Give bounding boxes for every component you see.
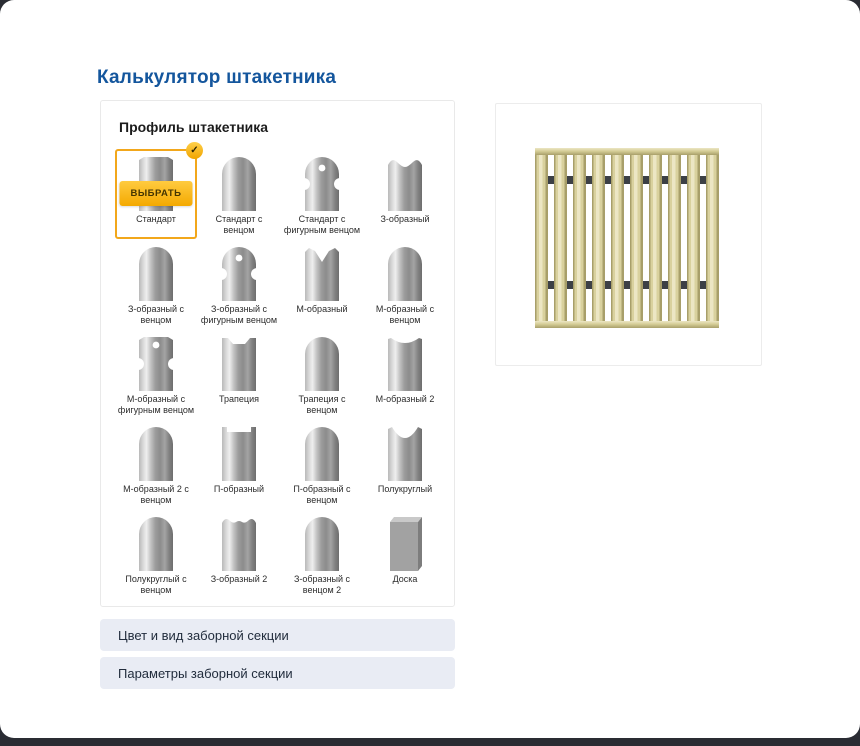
- profile-tile[interactable]: [364, 509, 446, 599]
- profile-tile-label: М-образный с венцом: [375, 303, 435, 326]
- profile-tile-label: З-образный с фигурным венцом: [200, 303, 278, 326]
- fence-picket: [592, 155, 605, 321]
- profile-shape-icon: [136, 331, 176, 391]
- profile-tile[interactable]: [364, 149, 446, 239]
- fence-picket: [573, 155, 586, 321]
- profile-tile-label: Доска: [392, 574, 418, 584]
- profile-tile-label: М-образный 2: [375, 394, 435, 404]
- profile-shape-icon: [302, 151, 342, 211]
- profile-shape-icon: [302, 421, 342, 481]
- page-title: Калькулятор штакетника: [97, 66, 337, 88]
- profile-tile-label: Трапеция с венцом: [298, 393, 346, 416]
- profile-tile-label: З-образный: [380, 214, 430, 224]
- section-header-params[interactable]: [100, 657, 455, 689]
- profile-tile-label: Стандарт с венцом: [215, 213, 263, 236]
- fence-bottom-rail: [535, 321, 719, 328]
- profile-tile[interactable]: [198, 149, 280, 239]
- profile-shape-icon: [302, 331, 342, 391]
- profile-tile[interactable]: [281, 329, 363, 419]
- profile-tile[interactable]: [198, 509, 280, 599]
- profile-tile[interactable]: [115, 145, 199, 239]
- selected-check-icon: ✓: [186, 142, 203, 159]
- profile-tile[interactable]: [198, 329, 280, 419]
- profile-shape-icon: [136, 241, 176, 301]
- profile-tile-label: Трапеция: [219, 394, 259, 404]
- profile-tile[interactable]: [364, 419, 446, 509]
- profile-panel: [100, 100, 455, 607]
- fence-picket: [535, 155, 548, 321]
- profile-tile[interactable]: [364, 329, 446, 419]
- profile-tile-label: Стандарт с фигурным венцом: [283, 213, 361, 236]
- profile-tile-label: Полукруглый: [377, 484, 433, 494]
- profile-tile[interactable]: [115, 239, 197, 329]
- profile-shape-icon: [219, 331, 259, 391]
- profile-shape-icon: [219, 151, 259, 211]
- profile-tile-label: З-образный с венцом 2: [293, 573, 351, 596]
- profile-tile-label: П-образный: [213, 484, 265, 494]
- profile-shape-icon: [302, 511, 342, 571]
- fence-top-rail: [535, 148, 719, 155]
- preview-panel: [495, 103, 762, 366]
- profile-tile[interactable]: [115, 419, 197, 509]
- profile-tile[interactable]: [364, 239, 446, 329]
- profile-shape-icon: [385, 421, 425, 481]
- profile-tile-label: П-образный с венцом: [293, 483, 351, 506]
- profile-shape-icon: [385, 331, 425, 391]
- section-header-params-label: Параметры заборной секции: [118, 665, 293, 681]
- profile-tile[interactable]: [281, 149, 363, 239]
- select-profile-button[interactable]: ВЫБРАТЬ: [119, 181, 192, 206]
- fence-picket: [611, 155, 624, 321]
- profile-panel-heading: Профиль штакетника: [119, 119, 269, 135]
- profile-tile[interactable]: [281, 419, 363, 509]
- profile-tile-label: З-образный 2: [210, 574, 268, 584]
- profile-shape-icon: [136, 421, 176, 481]
- section-header-color[interactable]: [100, 619, 455, 651]
- fence-picket: [668, 155, 681, 321]
- fence-picket: [706, 155, 719, 321]
- profile-shape-icon: [219, 511, 259, 571]
- profile-tile[interactable]: [198, 419, 280, 509]
- profile-shape-icon: [302, 241, 342, 301]
- profile-tile[interactable]: [115, 329, 197, 419]
- profile-tile-label: Полукруглый с венцом: [125, 573, 187, 596]
- profile-shape-icon: [136, 511, 176, 571]
- profile-tile-label: З-образный с венцом: [127, 303, 185, 326]
- fence-pickets: [535, 155, 719, 321]
- fence-preview-image: [535, 148, 719, 328]
- profile-tile[interactable]: [281, 509, 363, 599]
- section-header-color-label: Цвет и вид заборной секции: [118, 627, 289, 643]
- fence-picket: [687, 155, 700, 321]
- fence-picket: [630, 155, 643, 321]
- fence-picket: [554, 155, 567, 321]
- profile-tile[interactable]: [115, 509, 197, 599]
- profile-tile[interactable]: [281, 239, 363, 329]
- profile-tile-label: М-образный с фигурным венцом: [117, 393, 195, 416]
- profile-tile-label: М-образный: [296, 304, 348, 314]
- profile-shape-icon: [219, 421, 259, 481]
- profile-shape-icon: [385, 241, 425, 301]
- profile-tile-label: М-образный 2 с венцом: [123, 483, 189, 506]
- fence-picket: [649, 155, 662, 321]
- profile-shape-icon: [385, 511, 425, 571]
- profile-tile-label: Стандарт: [136, 214, 176, 224]
- profile-tile[interactable]: [198, 239, 280, 329]
- profile-shape-icon: [385, 151, 425, 211]
- profile-grid: [115, 145, 454, 599]
- profile-shape-icon: [219, 241, 259, 301]
